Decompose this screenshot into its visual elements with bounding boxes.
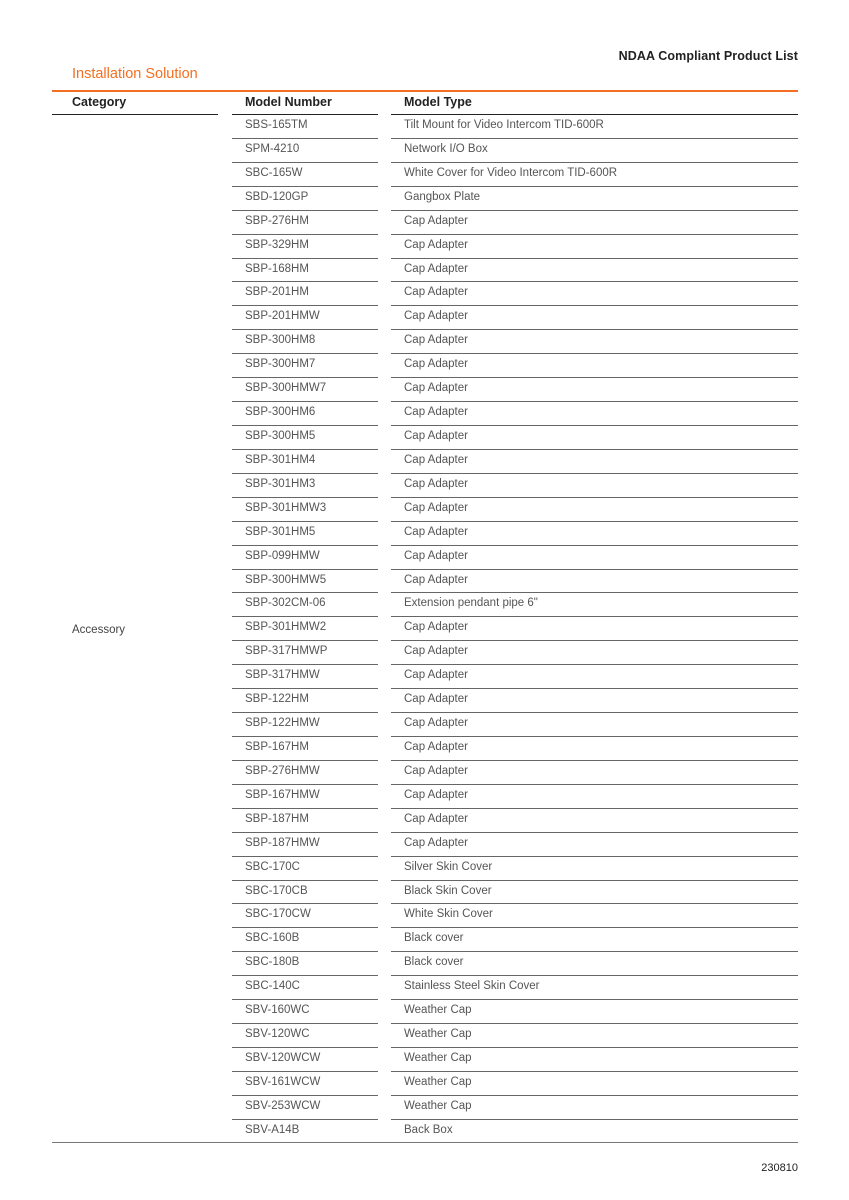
- table-row: [0, 617, 849, 641]
- model-type-cell: Cap Adapter: [404, 477, 468, 490]
- model-number-cell: SBC-140C: [245, 980, 300, 993]
- model-number-cell: SBP-300HM6: [245, 406, 316, 419]
- model-number-cell: SBP-300HM7: [245, 358, 316, 371]
- model-type-cell: Weather Cap: [404, 1051, 472, 1064]
- table-row: [0, 259, 849, 283]
- model-type-cell: Cap Adapter: [404, 382, 468, 395]
- model-number-cell: SBP-300HMW5: [245, 573, 327, 586]
- model-type-cell: Network I/O Box: [404, 142, 488, 155]
- model-type-cell: Weather Cap: [404, 1099, 472, 1112]
- model-type-cell: Cap Adapter: [404, 764, 468, 777]
- column-header-model-number: Model Number: [245, 95, 332, 109]
- model-number-cell: SBP-167HMW: [245, 788, 320, 801]
- table-row: [0, 665, 849, 689]
- model-type-cell: Cap Adapter: [404, 573, 468, 586]
- model-type-cell: Cap Adapter: [404, 334, 468, 347]
- model-number-cell: SBP-201HMW: [245, 310, 320, 323]
- table-row: [0, 785, 849, 809]
- model-type-cell: Silver Skin Cover: [404, 860, 493, 873]
- table-row: [0, 187, 849, 211]
- model-number-cell: SBP-301HMW3: [245, 501, 327, 514]
- model-number-cell: SBP-122HMW: [245, 717, 320, 730]
- table-row: [0, 354, 849, 378]
- model-type-cell: Black cover: [404, 956, 464, 969]
- model-number-cell: SBP-276HM: [245, 214, 309, 227]
- model-number-cell: SBP-187HM: [245, 812, 309, 825]
- table-row: [0, 928, 849, 952]
- model-number-cell: SBP-329HM: [245, 238, 309, 251]
- model-type-cell: Cap Adapter: [404, 549, 468, 562]
- model-type-cell: Cap Adapter: [404, 286, 468, 299]
- table-row: [0, 976, 849, 1000]
- table-row: [0, 761, 849, 785]
- model-type-cell: Cap Adapter: [404, 238, 468, 251]
- model-type-cell: Back Box: [404, 1123, 453, 1136]
- model-type-cell: Cap Adapter: [404, 525, 468, 538]
- model-number-cell: SBP-301HMW2: [245, 621, 327, 634]
- model-number-cell: SBP-302CM-06: [245, 597, 326, 610]
- table-row: [0, 593, 849, 617]
- model-number-cell: SBV-160WC: [245, 1004, 310, 1017]
- table-row: [0, 881, 849, 905]
- model-type-cell: Cap Adapter: [404, 693, 468, 706]
- model-number-cell: SBC-160B: [245, 932, 300, 945]
- model-number-cell: SBP-122HM: [245, 693, 309, 706]
- model-number-cell: SBC-180B: [245, 956, 300, 969]
- model-number-cell: SBP-276HMW: [245, 764, 320, 777]
- model-number-cell: SBP-301HM4: [245, 453, 316, 466]
- table-row: [0, 833, 849, 857]
- table-row: [0, 546, 849, 570]
- column-header-model-type: Model Type: [404, 95, 472, 109]
- category-cell: Accessory: [72, 624, 126, 636]
- model-number-cell: SBP-201HM: [245, 286, 309, 299]
- table-row: [0, 952, 849, 976]
- table-row: [0, 474, 849, 498]
- table-row: [0, 1048, 849, 1072]
- model-number-cell: SBP-300HMW7: [245, 382, 327, 395]
- model-type-cell: Extension pendant pipe 6": [404, 597, 538, 610]
- model-number-cell: SPM-4210: [245, 142, 300, 155]
- model-number-cell: SBV-A14B: [245, 1123, 300, 1136]
- model-type-cell: Cap Adapter: [404, 406, 468, 419]
- column-header-category: Category: [72, 95, 127, 109]
- model-type-cell: Cap Adapter: [404, 836, 468, 849]
- model-type-cell: Weather Cap: [404, 1075, 472, 1088]
- model-type-cell: Cap Adapter: [404, 358, 468, 371]
- model-number-cell: SBP-167HM: [245, 740, 309, 753]
- table-row: [0, 904, 849, 928]
- table-row: [0, 570, 849, 594]
- table-row: [0, 378, 849, 402]
- model-number-cell: SBV-253WCW: [245, 1099, 321, 1112]
- table-row: [0, 641, 849, 665]
- model-number-cell: SBP-301HM5: [245, 525, 316, 538]
- model-type-cell: White Skin Cover: [404, 908, 493, 921]
- table-row: [0, 211, 849, 235]
- table-row: [0, 1072, 849, 1096]
- table-row: [0, 306, 849, 330]
- model-number-cell: SBP-301HM3: [245, 477, 316, 490]
- model-type-cell: Black Skin Cover: [404, 884, 492, 897]
- table-row: [0, 737, 849, 761]
- table-row: [0, 857, 849, 881]
- table-bottom-rule: [52, 1142, 798, 1143]
- model-number-cell: SBV-161WCW: [245, 1075, 321, 1088]
- model-type-cell: Cap Adapter: [404, 262, 468, 275]
- model-type-cell: Gangbox Plate: [404, 190, 481, 203]
- model-number-cell: SBC-170CW: [245, 908, 311, 921]
- model-number-cell: SBC-170CB: [245, 884, 308, 897]
- document-title: NDAA Compliant Product List: [618, 49, 798, 63]
- model-type-cell: Tilt Mount for Video Intercom TID-600R: [404, 119, 604, 131]
- model-type-cell: Cap Adapter: [404, 310, 468, 323]
- model-type-cell: Cap Adapter: [404, 645, 468, 658]
- model-type-cell: Cap Adapter: [404, 812, 468, 825]
- model-number-cell: SBP-099HMW: [245, 549, 320, 562]
- model-number-cell: SBP-317HMW: [245, 669, 320, 682]
- model-type-cell: Cap Adapter: [404, 788, 468, 801]
- product-table-body: [0, 115, 849, 1144]
- table-row: [0, 426, 849, 450]
- model-number-cell: SBS-165TM: [245, 119, 308, 131]
- page-code: 230810: [761, 1162, 798, 1174]
- table-row: [0, 402, 849, 426]
- model-type-cell: Weather Cap: [404, 1004, 472, 1017]
- model-number-cell: SBV-120WCW: [245, 1051, 321, 1064]
- model-number-cell: SBP-168HM: [245, 262, 309, 275]
- table-row: [0, 163, 849, 187]
- table-row: [0, 235, 849, 259]
- table-row: [0, 498, 849, 522]
- table-row: [0, 282, 849, 306]
- model-number-cell: SBD-120GP: [245, 190, 309, 203]
- table-row: [0, 689, 849, 713]
- model-number-cell: SBC-170C: [245, 860, 300, 873]
- table-row: [0, 713, 849, 737]
- model-type-cell: Cap Adapter: [404, 429, 468, 442]
- table-row: [0, 809, 849, 833]
- model-type-cell: Cap Adapter: [404, 621, 468, 634]
- model-type-cell: Cap Adapter: [404, 501, 468, 514]
- section-divider: [52, 90, 798, 92]
- section-title: Installation Solution: [72, 66, 198, 82]
- model-type-cell: Cap Adapter: [404, 717, 468, 730]
- table-row: [0, 1024, 849, 1048]
- model-number-cell: SBV-120WC: [245, 1028, 310, 1041]
- model-type-cell: Weather Cap: [404, 1028, 472, 1041]
- table-row: [0, 1096, 849, 1120]
- table-row: [0, 1000, 849, 1024]
- table-row: [0, 1120, 849, 1144]
- model-type-cell: Stainless Steel Skin Cover: [404, 980, 540, 993]
- model-number-cell: SBP-187HMW: [245, 836, 320, 849]
- table-row: [0, 139, 849, 163]
- table-row: [0, 522, 849, 546]
- model-type-cell: Black cover: [404, 932, 464, 945]
- model-number-cell: SBP-317HMWP: [245, 645, 328, 658]
- model-type-cell: Cap Adapter: [404, 669, 468, 682]
- model-number-cell: SBC-165W: [245, 166, 303, 179]
- table-row: [0, 330, 849, 354]
- model-type-cell: Cap Adapter: [404, 214, 468, 227]
- model-number-cell: SBP-300HM8: [245, 334, 316, 347]
- model-type-cell: Cap Adapter: [404, 453, 468, 466]
- model-type-cell: White Cover for Video Intercom TID-600R: [404, 166, 618, 179]
- table-row: [0, 115, 849, 139]
- model-number-cell: SBP-300HM5: [245, 429, 316, 442]
- table-row: [0, 450, 849, 474]
- model-type-cell: Cap Adapter: [404, 740, 468, 753]
